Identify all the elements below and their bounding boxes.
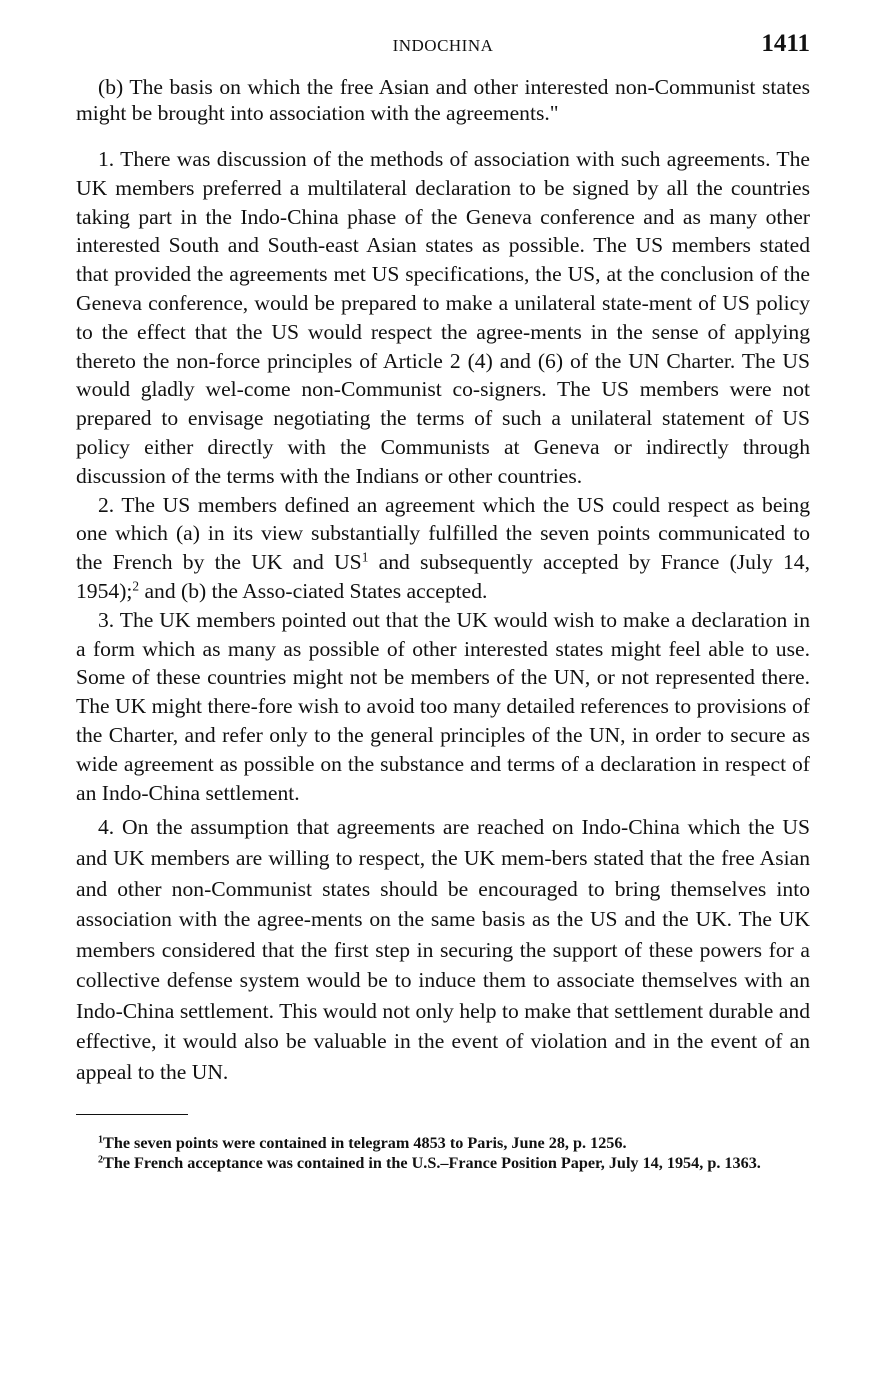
document-page xyxy=(76,30,810,1173)
page-number: 1411 xyxy=(761,30,810,57)
paragraph-b: (b) The basis on which the free Asian and other interested non-Communist states might be brought into association with the agreements." xyxy=(76,75,810,125)
paragraph-3: 3. The UK members pointed out that the UK would wish to make a declaration in a form which as many as possible of other interested states might feel able to use. Some of these countries might not be members of the UN, or not represented there. The UK might there-fore wish to avoid too many detailed references to provisions of the Charter, and refer only to the general principles of the UN, in order to secure as wide agreement as possible on the substance and terms of a declaration in respect of an Indo-China settlement. xyxy=(76,607,810,805)
running-title: INDOCHINA xyxy=(392,36,494,55)
footnote-ref-2: 2 xyxy=(132,578,140,594)
paragraph-2-text-b: and subsequently accepted by France (July 14, 1954); xyxy=(76,550,810,603)
footnote-2-text: The French acceptance was contained in the U.S.–France Position Paper, July 14, 1954, p. 1363. xyxy=(103,1153,761,1172)
footnote-rule xyxy=(76,1114,188,1115)
footnote-ref-1: 1 xyxy=(361,549,369,565)
footnote-1 xyxy=(76,1133,810,1153)
footnote-2 xyxy=(76,1153,810,1173)
footnotes xyxy=(76,1133,810,1173)
paragraph-1: 1. There was discussion of the methods of association with such agreements. The UK members preferred a multilateral declaration to be signed by all the countries taking part in the Indo-China phase of the Geneva conference and as many other interested South and South-east Asian states as possible. The US members stated that provided the agreements met US specifications, the US, at the conclusion of the Geneva conference, would be prepared to make a unilateral state-ment of US policy to the effect that the US would respect the agree-ments in the sense of applying thereto the non-force principles of Article 2 (4) and (6) of the UN Charter. The US would gladly wel-come non-Communist co-signers. The US members were not prepared to envisage negotiating the terms of such a unilateral statement of US policy either directly with the Communists at Geneva or indirectly through discussion of the terms with the Indians or other countries. xyxy=(76,147,810,488)
footnote-1-marker: 1 xyxy=(98,1134,104,1146)
footnote-1-text: The seven points were contained in telegram 4853 to Paris, June 28, p. 1256. xyxy=(103,1133,627,1152)
running-head xyxy=(76,30,810,64)
footnote-2-marker: 2 xyxy=(98,1154,104,1166)
paragraph-2-text-c: and (b) the Asso-ciated States accepted. xyxy=(139,578,488,603)
paragraph-2 xyxy=(76,491,810,606)
paragraph-2-text-a: 2. The US members defined an agreement which the US could respect as being one which (a) in its view substantially fulfilled the seven points communicated to the French by the UK and US xyxy=(76,492,810,575)
paragraph-4: 4. On the assumption that agreements are reached on Indo-China which the US and UK members are willing to respect, the UK mem-bers stated that the free Asian and other non-Communist states should be encouraged to bring themselves into association with the agree-ments on the same basis as the US and the UK. The UK members considered that the first step in securing the support of these powers for a collective defense system would be to induce them to associate themselves with an Indo-China settlement. This would not only help to make that settlement durable and effective, it would also be valuable in the event of violation and in the event of an appeal to the UN. xyxy=(76,815,810,1085)
